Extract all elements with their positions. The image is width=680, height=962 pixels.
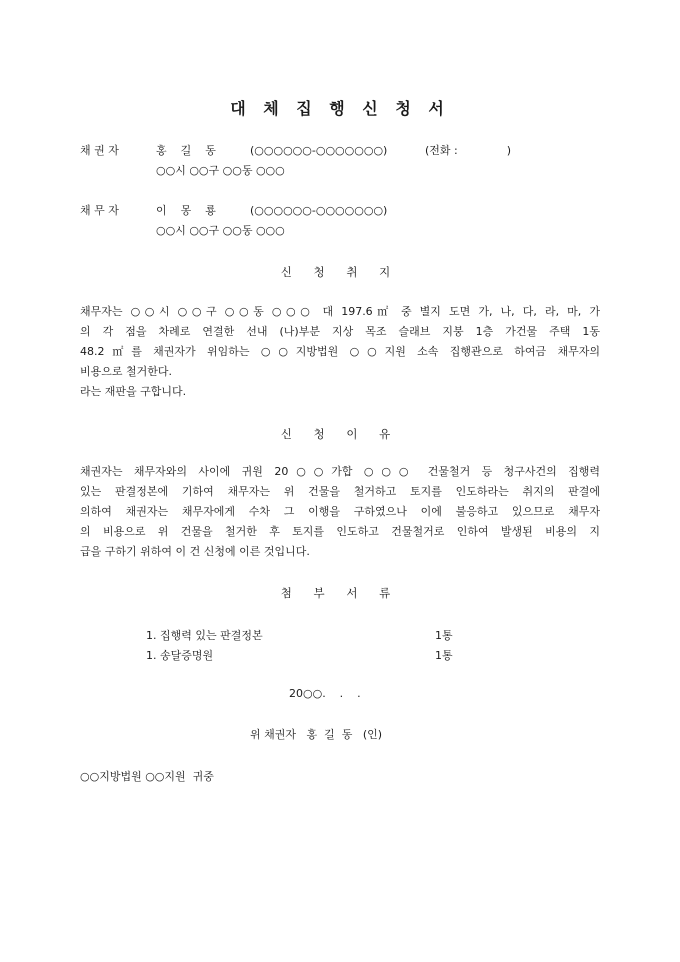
reason-line: 있는 판결정본에 기하여 채무자는 위 건물을 철거하고 토지를 인도하라는 취지의 판결에 (80, 485, 600, 498)
attachment-name: 1. 송달증명원 (146, 649, 214, 662)
application-date: 20○○. . . (289, 687, 361, 700)
attachment-name: 1. 집행력 있는 판결정본 (146, 629, 263, 642)
creditor-signature: 위 채권자 홍 길 동 (인) (250, 728, 383, 741)
creditor-label: 채 권 자 (80, 144, 119, 157)
creditor-id-number: (○○○○○○-○○○○○○○) (250, 144, 388, 157)
purpose-heading: 신 청 취 지 (280, 265, 400, 279)
purpose-line: 비용으로 철거한다. (80, 365, 173, 378)
creditor-address: ○○시 ○○구 ○○동 ○○○ (156, 164, 285, 177)
attachments-heading: 첨 부 서 류 (280, 586, 400, 600)
debtor-address: ○○시 ○○구 ○○동 ○○○ (156, 224, 285, 237)
purpose-line: 48.2㎡를 채권자가 위임하는 ○○지방법원 ○○지원 소속 집행관으로 하여금 채무자의 (80, 345, 600, 358)
attachment-item (0, 627, 680, 645)
purpose-line: 의 각 점을 차례로 연결한 선내 (나)부분 지상 목조 슬래브 지붕 1층 가건물 주택 1동 (80, 325, 600, 338)
document-title: 대 체 집 행 신 청 서 (230, 99, 450, 118)
attachment-qty: 1통 (435, 649, 453, 662)
purpose-paragraph (80, 302, 600, 402)
purpose-line: 채무자는 ○○시 ○○구 ○○동 ○○○ 대 197.6㎡ 중 별지 도면 가, 나, 다, 라, 마, 가 (80, 305, 600, 318)
reason-line: 채권자는 채무자와의 사이에 귀원 20○○가합 ○○○ 건물철거 등 청구사건의 집행력 (80, 465, 600, 478)
creditor-phone: (전화 : ) (425, 144, 511, 157)
attachment-qty: 1통 (435, 629, 453, 642)
attachment-item (0, 647, 680, 665)
debtor-label: 채 무 자 (80, 204, 119, 217)
reason-heading: 신 청 이 유 (280, 427, 400, 441)
reason-paragraph (80, 462, 600, 562)
court-recipient: ○○지방법원 ○○지원 귀중 (80, 770, 214, 783)
creditor-name: 홍 길 동 (156, 144, 216, 157)
reason-line: 의하여 채권자는 채무자에게 수차 그 이행을 구하였으나 이에 불응하고 있으므로 채무자 (80, 505, 600, 518)
reason-line: 급을 구하기 위하여 이 건 신청에 이른 것입니다. (80, 545, 310, 558)
debtor-id-number: (○○○○○○-○○○○○○○) (250, 204, 388, 217)
reason-line: 의 비용으로 위 건물을 철거한 후 토지를 인도하고 건물철거로 인하여 발생된 비용의 지 (80, 525, 600, 538)
debtor-name: 이 몽 룡 (156, 204, 216, 217)
purpose-line: 라는 재판을 구합니다. (80, 385, 187, 398)
